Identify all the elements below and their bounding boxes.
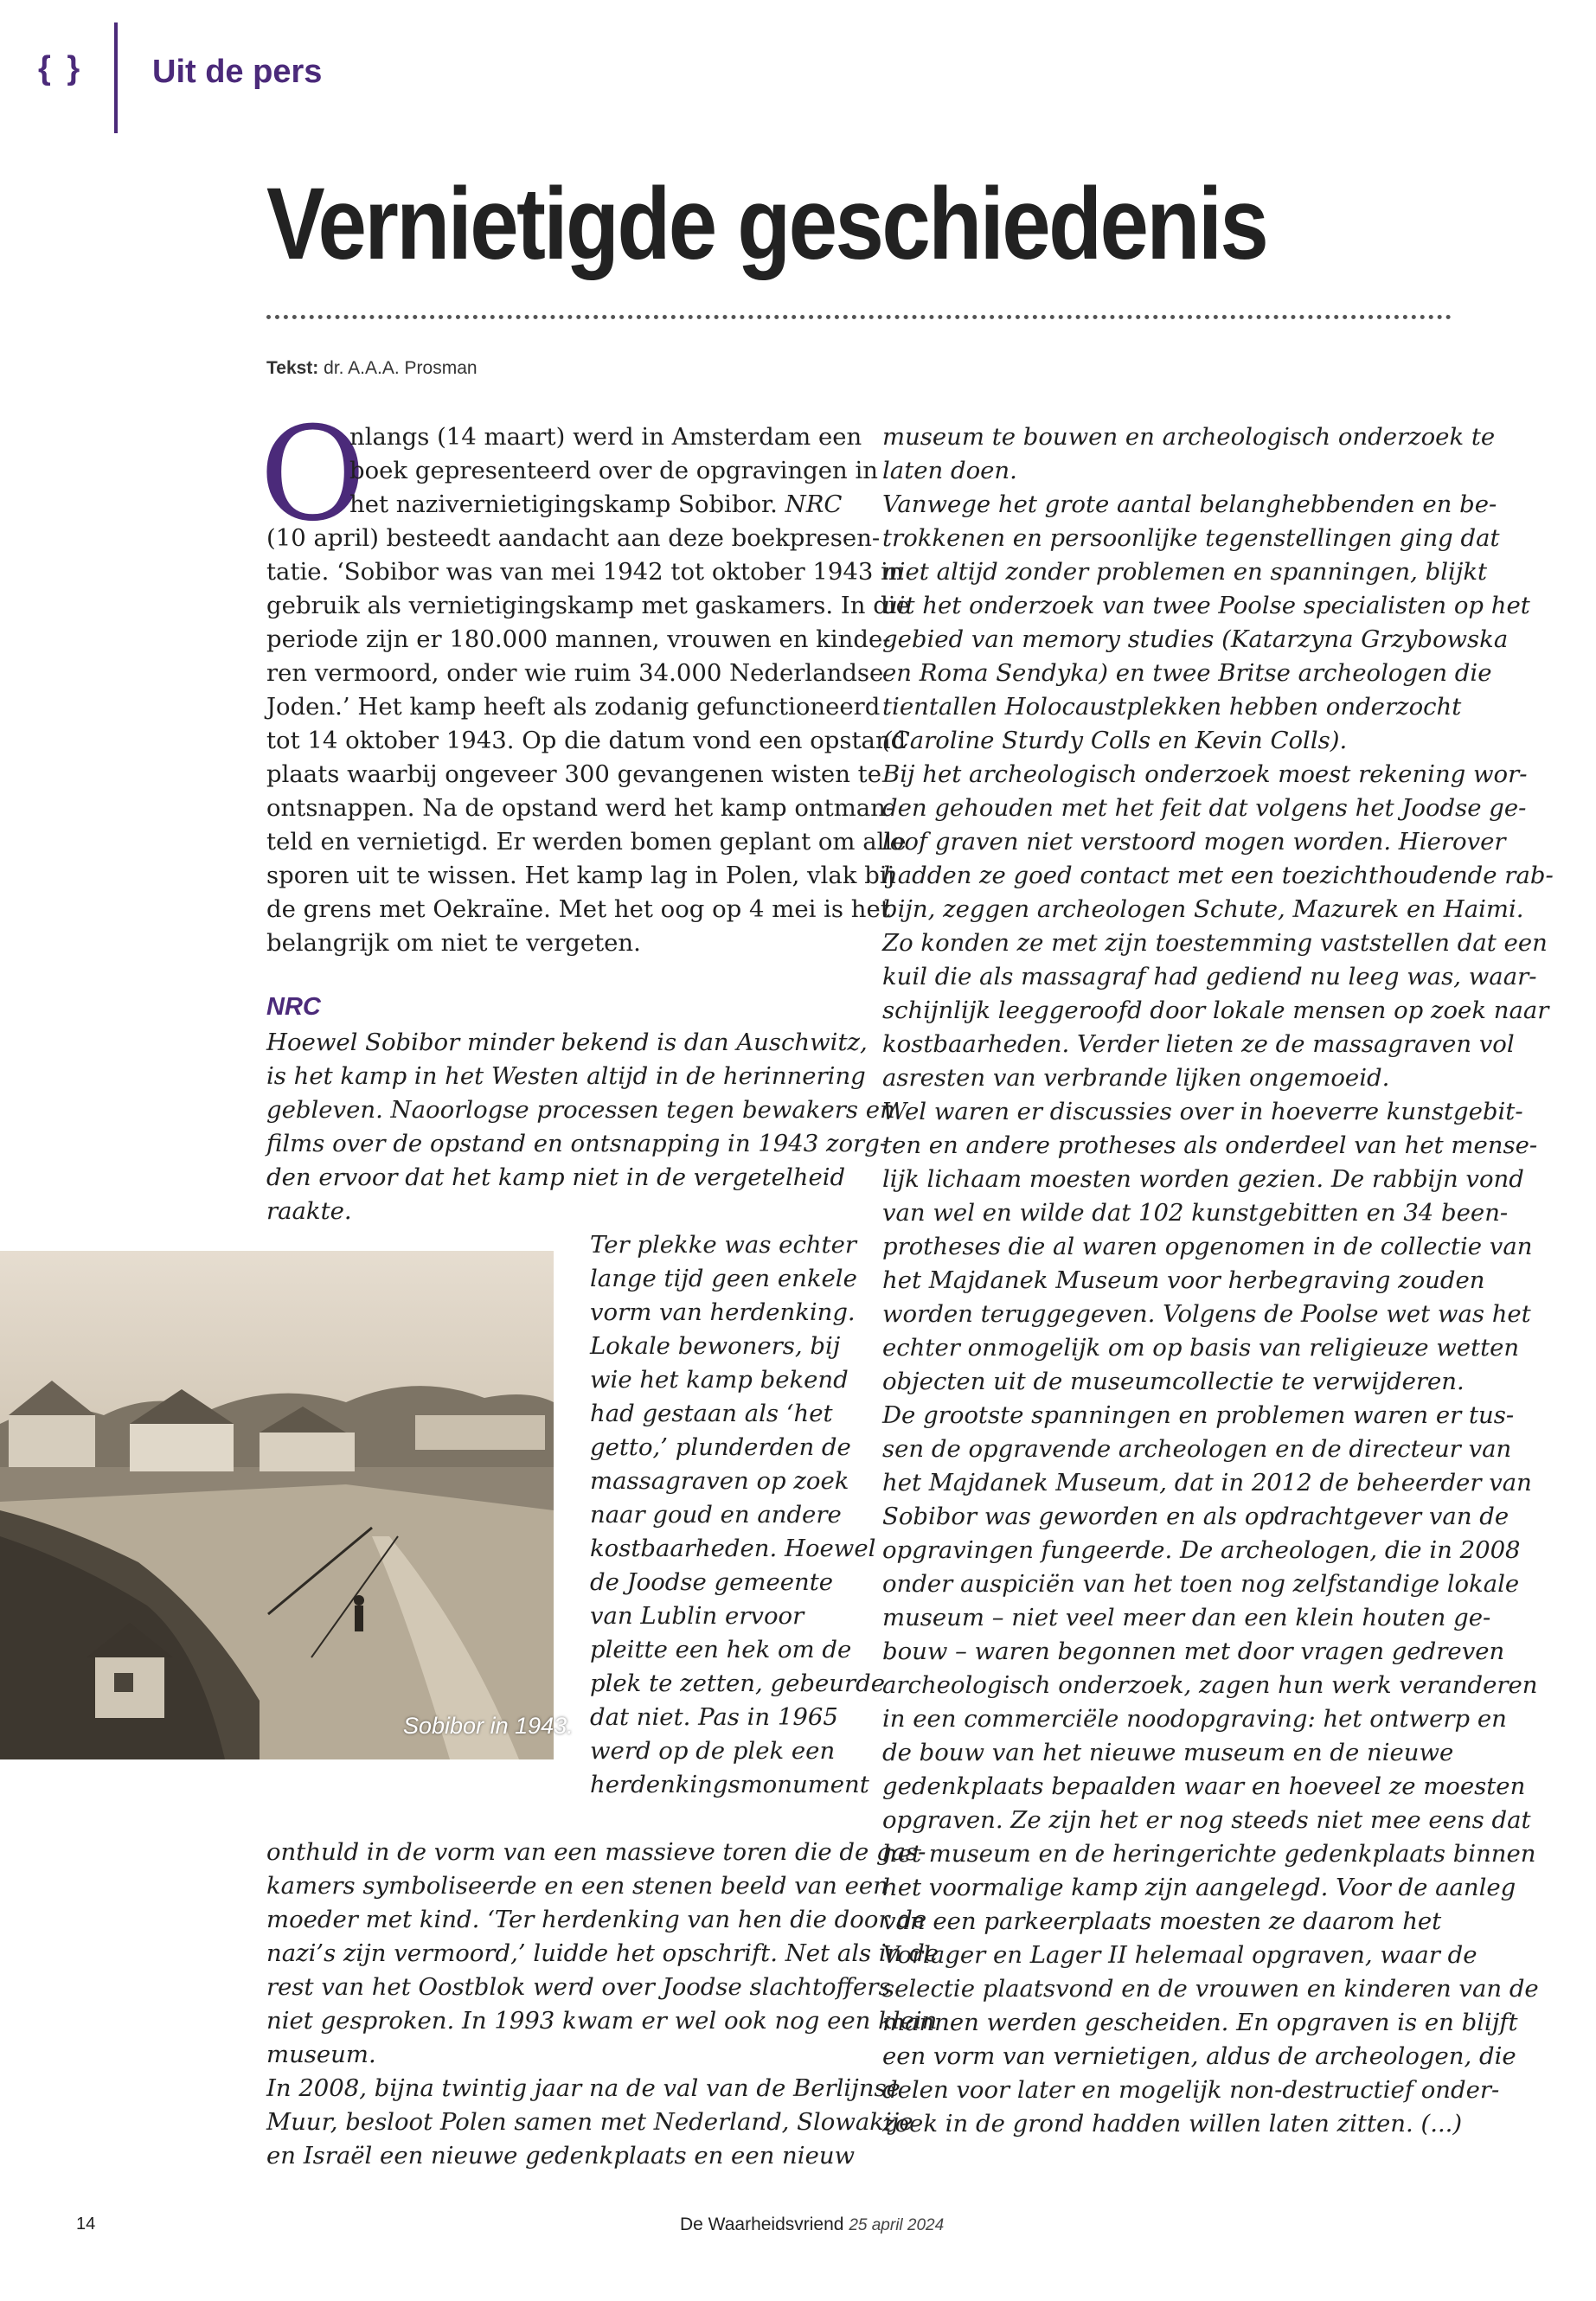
text-line: de Joodse gemeente [590, 1568, 834, 1596]
intro-paragraph [266, 420, 910, 960]
text-line: kamers symboliseerde en een stenen beeld van een [266, 1872, 888, 1900]
text-line: (10 april) besteedt aandacht aan deze boekpresen- [266, 524, 881, 552]
text-line: museum – niet veel meer dan een klein houten ge- [882, 1604, 1491, 1631]
text-line: is het kamp in het Westen altijd in de herinnering [266, 1062, 866, 1090]
text-line: schijnlijk leeggeroofd door lokale mensen op zoek naar [882, 997, 1549, 1024]
text-line: bijn, zeggen archeologen Schute, Mazurek en Haimi. [882, 895, 1524, 923]
text-line: museum te bouwen en archeologisch onderzoek te [882, 423, 1496, 451]
text-line: trokkenen en persoonlijke tegenstellingen ging dat [882, 524, 1500, 552]
text-line: loof graven niet verstoord mogen worden. Hierover [882, 828, 1506, 856]
photo-caption: Sobibor in 1943. [403, 1713, 574, 1739]
text-line: pleitte een hek om de [590, 1636, 852, 1663]
text-line: van wel en wilde dat 102 kunstgebitten en 34 been- [882, 1199, 1509, 1227]
nrc-inline: NRC [785, 490, 843, 518]
title-dotted-rule [266, 315, 1452, 319]
text-line: het Majdanek Museum voor herbegraving zouden [882, 1266, 1485, 1294]
text-line: van een parkeerplaats moesten ze daarom het [882, 1907, 1442, 1935]
text-line: tientallen Holocaustplekken hebben onderzocht [882, 693, 1462, 721]
text-line: echter onmogelijk om op basis van religieuze wetten [882, 1334, 1520, 1362]
text-line: den ervoor dat het kamp niet in de vergetelheid [266, 1163, 846, 1191]
text-line: Bij het archeologisch onderzoek moest rekening wor- [882, 760, 1528, 788]
nrc-quote [266, 1026, 895, 1228]
text-line: niet gesproken. In 1993 kwam er wel ook nog een klein [266, 2007, 938, 2035]
text-line: zoek in de grond hadden willen laten zitten. (...) [882, 2110, 1463, 2138]
text-line: getto,’ plunderden de [590, 1433, 851, 1461]
text-line: mannen werden gescheiden. En opgraven is en blijft [882, 2009, 1518, 2036]
text-line: protheses die al waren opgenomen in de collectie van [882, 1233, 1533, 1260]
text-line: het museum en de heringerichte gedenkplaats binnen [882, 1840, 1536, 1868]
text-line: raakte. [266, 1197, 352, 1225]
text-line: bouw – waren begonnen met door vragen gedreven [882, 1638, 1505, 1665]
text-line [266, 488, 843, 522]
text-line: teld en vernietigd. Er werden bomen geplant om alle [266, 828, 907, 856]
text-line: rest van het Oostblok werd over Joodse slachtoffers [266, 1973, 891, 2001]
text-line: den gehouden met het feit dat volgens het Joodse ge- [882, 794, 1527, 822]
text-line: lange tijd geen enkele [590, 1265, 857, 1292]
text-line: (Caroline Sturdy Colls en Kevin Colls). [882, 727, 1348, 754]
text-line: Wel waren er discussies over in hoeverre kunstgebit- [882, 1098, 1523, 1125]
text-line: de grens met Oekraïne. Met het oog op 4 mei is het [266, 895, 890, 923]
publication-date: 25 april 2024 [849, 2216, 945, 2234]
text-line: objecten uit de museumcollectie te verwijderen. [882, 1368, 1465, 1395]
text-line: kuil die als massagraf had gediend nu leeg was, waar- [882, 963, 1537, 990]
sobibor-photo [0, 1251, 554, 1759]
text-line: plek te zetten, gebeurde [590, 1670, 885, 1697]
text-line: nlangs (14 maart) werd in Amsterdam een [349, 423, 862, 451]
page-number: 14 [76, 2214, 96, 2234]
text-line: De grootste spanningen en problemen waren er tus- [882, 1401, 1515, 1429]
text-line: Muur, besloot Polen samen met Nederland, Slowakije [266, 2108, 913, 2136]
text-line: opgravingen fungeerde. De archeologen, die in 2008 [882, 1536, 1521, 1564]
text-line: een vorm van vernietigen, aldus de archeologen, die [882, 2042, 1516, 2070]
section-label: Uit de pers [152, 54, 323, 90]
text-line: opgraven. Ze zijn het er nog steeds niet mee eens dat [882, 1806, 1531, 1834]
text-line: In 2008, bijna twintig jaar na de val van de Berlijnse [266, 2074, 901, 2102]
text-line: tatie. ‘Sobibor was van mei 1942 tot oktober 1943 in [266, 558, 904, 586]
wrapped-text [590, 1228, 885, 1802]
text-line: Vorlager en Lager II helemaal opgraven, waar de [882, 1941, 1477, 1969]
text-line: selectie plaatsvond en de vrouwen en kinderen van de [882, 1975, 1539, 2003]
drop-cap: O [260, 400, 366, 550]
text-line: nazi’s zijn vermoord,’ luidde het opschrift. Net als in de [266, 1939, 939, 1967]
bottom-left-text [266, 1836, 939, 2173]
text-line: tot 14 oktober 1943. Op die datum vond een opstand [266, 727, 907, 754]
text-line: onthuld in de vorm van een massieve toren die de gas- [266, 1838, 926, 1866]
text-line: delen voor later en mogelijk non-destructief onder- [882, 2076, 1500, 2104]
text-line: Sobibor was geworden en als opdrachtgever van de [882, 1503, 1509, 1530]
text-line: kostbaarheden. Verder lieten ze de massagraven vol [882, 1030, 1515, 1058]
text-line: niet altijd zonder problemen en spanningen, blijkt [882, 558, 1488, 586]
section-braces-icon: { } [38, 50, 84, 87]
text-line: laten doen. [882, 457, 1017, 484]
header-divider [114, 22, 118, 133]
text-line: herdenkingsmonument [590, 1771, 869, 1798]
text-line: lijk lichaam moesten worden gezien. De rabbijn vond [882, 1165, 1524, 1193]
text-line: van Lublin ervoor [590, 1602, 804, 1630]
byline [266, 358, 478, 379]
text-line: museum. [266, 2041, 376, 2068]
text-line: periode zijn er 180.000 mannen, vrouwen en kinde- [266, 625, 891, 653]
text-line: het voormalige kamp zijn aangelegd. Voor de aanleg [882, 1874, 1516, 1901]
text-line: uit het onderzoek van twee Poolse specialisten op het [882, 592, 1530, 619]
text-line: archeologisch onderzoek, zagen hun werk veranderen [882, 1671, 1538, 1699]
text-line: hadden ze goed contact met een toezichthoudende rab- [882, 862, 1554, 889]
text-line: en Roma Sendyka) en twee Britse archeologen die [882, 659, 1492, 687]
text-line: onder auspiciën van het toen nog zelfstandige lokale [882, 1570, 1520, 1598]
text-line: gebleven. Naoorlogse processen tegen bewakers en [266, 1096, 895, 1124]
text-line: massagraven op zoek [590, 1467, 849, 1495]
text-line: de bouw van het nieuwe museum en de nieuwe [882, 1739, 1454, 1766]
text-line: Lokale bewoners, bij [590, 1332, 841, 1360]
text-line: worden teruggegeven. Volgens de Poolse wet was het [882, 1300, 1531, 1328]
right-column [882, 420, 1554, 2141]
nrc-heading: NRC [266, 993, 321, 1021]
text-fragment: het nazivernietigingskamp Sobibor. [349, 490, 778, 518]
text-line: Zo konden ze met zijn toestemming vaststellen dat een [882, 929, 1548, 957]
text-line: gedenkplaats bepaalden waar en hoeveel ze moesten [882, 1772, 1526, 1800]
text-line: sporen uit te wissen. Het kamp lag in Polen, vlak bij [266, 862, 895, 889]
text-line: Ter plekke was echter [590, 1231, 857, 1259]
text-line: dat niet. Pas in 1965 [590, 1703, 838, 1731]
text-line: sen de opgravende archeologen en de directeur van [882, 1435, 1512, 1463]
text-line: Hoewel Sobibor minder bekend is dan Auschwitz, [266, 1029, 868, 1056]
text-line: had gestaan als ‘het [590, 1400, 833, 1427]
text-line: in een commerciële noodopgraving: het ontwerp en [882, 1705, 1507, 1733]
byline-label: Tekst: [266, 358, 319, 378]
text-line: ten en andere protheses als onderdeel van het mense- [882, 1131, 1538, 1159]
text-line: werd op de plek een [590, 1737, 836, 1765]
text-line: films over de opstand en ontsnapping in 1943 zorg- [266, 1130, 888, 1157]
text-line: gebied van memory studies (Katarzyna Grzybowska [882, 625, 1509, 653]
text-line: moeder met kind. ‘Ter herdenking van hen die door de [266, 1906, 927, 1933]
text-line: het Majdanek Museum, dat in 2012 de beheerder van [882, 1469, 1532, 1497]
text-line: en Israël een nieuwe gedenkplaats en een nieuw [266, 2142, 856, 2170]
text-line: wie het kamp bekend [590, 1366, 849, 1394]
footer-publication [680, 2214, 944, 2235]
text-line: kostbaarheden. Hoewel [590, 1535, 876, 1562]
text-line: plaats waarbij ongeveer 300 gevangenen wisten te [266, 760, 881, 788]
text-line: Vanwege het grote aantal belanghebbenden en be- [882, 490, 1497, 518]
byline-author: dr. A.A.A. Prosman [324, 358, 478, 378]
text-line: boek gepresenteerd over de opgravingen in [349, 457, 878, 484]
text-line: naar goud en andere [590, 1501, 842, 1529]
text-line: belangrijk om niet te vergeten. [266, 929, 641, 957]
article-title: Vernietigde geschiedenis [266, 167, 1267, 281]
text-line: Joden.’ Het kamp heeft als zodanig gefunctioneerd [266, 693, 881, 721]
text-line: vorm van herdenking. [590, 1298, 856, 1326]
text-line: ren vermoord, onder wie ruim 34.000 Nederlandse [266, 659, 884, 687]
publication-name: De Waarheidsvriend [680, 2214, 844, 2234]
text-line: asresten van verbrande lijken ongemoeid. [882, 1064, 1390, 1092]
text-line: ontsnappen. Na de opstand werd het kamp ontman- [266, 794, 894, 822]
text-line: gebruik als vernietigingskamp met gaskamers. In die [266, 592, 910, 619]
